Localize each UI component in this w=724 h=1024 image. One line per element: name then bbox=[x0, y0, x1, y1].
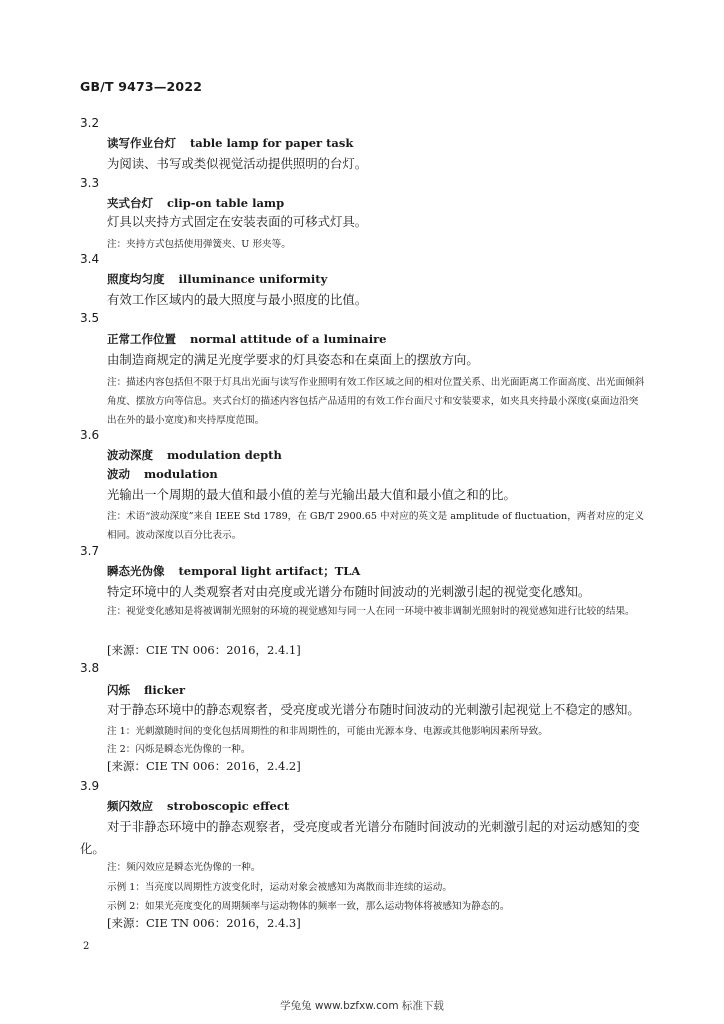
term-title bbox=[107, 682, 185, 698]
clause-number: 3.2 bbox=[80, 116, 100, 130]
term-note: 注：频闪效应是瞬态光伪像的一种。 bbox=[107, 862, 261, 873]
term-source: [来源：CIE TN 006：2016，2.4.3] bbox=[107, 916, 301, 930]
term-definition: 有效工作区域内的最大照度与最小照度的比值。 bbox=[107, 292, 368, 307]
term-title bbox=[107, 563, 360, 579]
term-synonym bbox=[107, 466, 218, 482]
clause-number: 3.3 bbox=[80, 176, 100, 190]
term-title bbox=[107, 447, 282, 463]
term-zh: 波动深度 bbox=[107, 448, 153, 462]
term-en: clip-on table lamp bbox=[167, 196, 285, 210]
term-title bbox=[107, 798, 289, 814]
term-note: 注：夹持方式包括使用弹簧夹、U 形夹等。 bbox=[107, 239, 291, 250]
watermark-footer: 学兔兔 www.bzfxw.com 标准下载 bbox=[280, 1000, 444, 1012]
page-number: 2 bbox=[83, 941, 90, 952]
term-title bbox=[107, 271, 327, 287]
term-en: flicker bbox=[144, 683, 186, 697]
term-en: temporal light artifact；TLA bbox=[178, 564, 361, 578]
term-note: 注 1：光刺激随时间的变化包括周期性的和非周期性的，可能由光源本身、电源或其他影响因素所导致。 bbox=[107, 726, 548, 737]
term-definition: 对于非静态环境中的静态观察者，受亮度或者光谱分布随时间波动的光刺激引起的对运动感知的变化。 bbox=[80, 819, 640, 856]
clause-number: 3.7 bbox=[80, 544, 100, 558]
term-zh: 读写作业台灯 bbox=[107, 136, 176, 150]
term-zh: 波动 bbox=[107, 467, 130, 481]
clause-number: 3.9 bbox=[80, 779, 100, 793]
term-zh: 夹式台灯 bbox=[107, 196, 153, 210]
clause-number: 3.8 bbox=[80, 661, 100, 675]
clause-number: 3.5 bbox=[80, 311, 100, 325]
term-definition: 特定环境中的人类观察者对由亮度或光谱分布随时间波动的光刺激引起的视觉变化感知。 bbox=[107, 584, 591, 599]
term-note: 注：术语“波动深度”来自 IEEE Std 1789，在 GB/T 2900.65 中对应的英文是 amplitude of fluctuation，两者对应的定义相同。波动深度以百分比表示。 bbox=[107, 511, 644, 541]
term-en: normal attitude of a luminaire bbox=[190, 332, 387, 346]
term-en: modulation bbox=[144, 467, 218, 481]
term-en: stroboscopic effect bbox=[167, 799, 290, 813]
term-definition: 由制造商规定的满足光度学要求的灯具姿态和在桌面上的摆放方向。 bbox=[107, 352, 479, 367]
term-definition: 灯具以夹持方式固定在安装表面的可移式灯具。 bbox=[107, 214, 368, 229]
term-source: [来源：CIE TN 006：2016，2.4.2] bbox=[107, 759, 301, 773]
term-en: modulation depth bbox=[167, 448, 282, 462]
term-zh: 频闪效应 bbox=[107, 799, 153, 813]
term-note: 注：视觉变化感知是将被调制光照射的环境的视觉感知与同一人在同一环境中被非调制光照射时的视觉感知进行比较的结果。 bbox=[107, 606, 635, 617]
term-zh: 闪烁 bbox=[107, 683, 130, 697]
term-note: 注 2：闪烁是瞬态光伪像的一种。 bbox=[107, 744, 251, 755]
term-source: [来源：CIE TN 006：2016，2.4.1] bbox=[107, 643, 301, 657]
term-zh: 瞬态光伪像 bbox=[107, 564, 165, 578]
term-en: illuminance uniformity bbox=[178, 272, 328, 286]
term-note: 注：描述内容包括但不限于灯具出光面与读写作业照明有效工作区域之间的相对位置关系、出光面距离工作面高度、出光面倾斜角度、摆放方向等信息。夹式台灯的描述内容包括产品适用的有效工作台面尺寸和安装要求，如夹具夹持最小深度(桌面边沿突出在外的最小宽度)和夹持厚度范围。 bbox=[107, 377, 645, 426]
term-title bbox=[107, 135, 353, 151]
clause-number: 3.4 bbox=[80, 252, 100, 266]
term-title bbox=[107, 331, 386, 347]
term-zh: 正常工作位置 bbox=[107, 332, 176, 346]
standard-number-header: GB/T 9473—2022 bbox=[80, 79, 203, 94]
term-en: table lamp for paper task bbox=[190, 136, 354, 150]
term-title bbox=[107, 195, 284, 211]
term-definition: 光输出一个周期的最大值和最小值的差与光输出最大值和最小值之和的比。 bbox=[107, 487, 516, 502]
term-example: 示例 1：当亮度以周期性方波变化时，运动对象会被感知为离散而非连续的运动。 bbox=[107, 882, 452, 893]
term-zh: 照度均匀度 bbox=[107, 272, 165, 286]
term-definition: 为阅读、书写或类似视觉活动提供照明的台灯。 bbox=[107, 156, 368, 171]
term-example: 示例 2：如果光亮度变化的周期频率与运动物体的频率一致，那么运动物体将被感知为静态的。 bbox=[107, 901, 510, 912]
term-definition: 对于静态环境中的静态观察者，受亮度或光谱分布随时间波动的光刺激引起视觉上不稳定的感知。 bbox=[107, 702, 640, 717]
clause-number: 3.6 bbox=[80, 428, 100, 442]
